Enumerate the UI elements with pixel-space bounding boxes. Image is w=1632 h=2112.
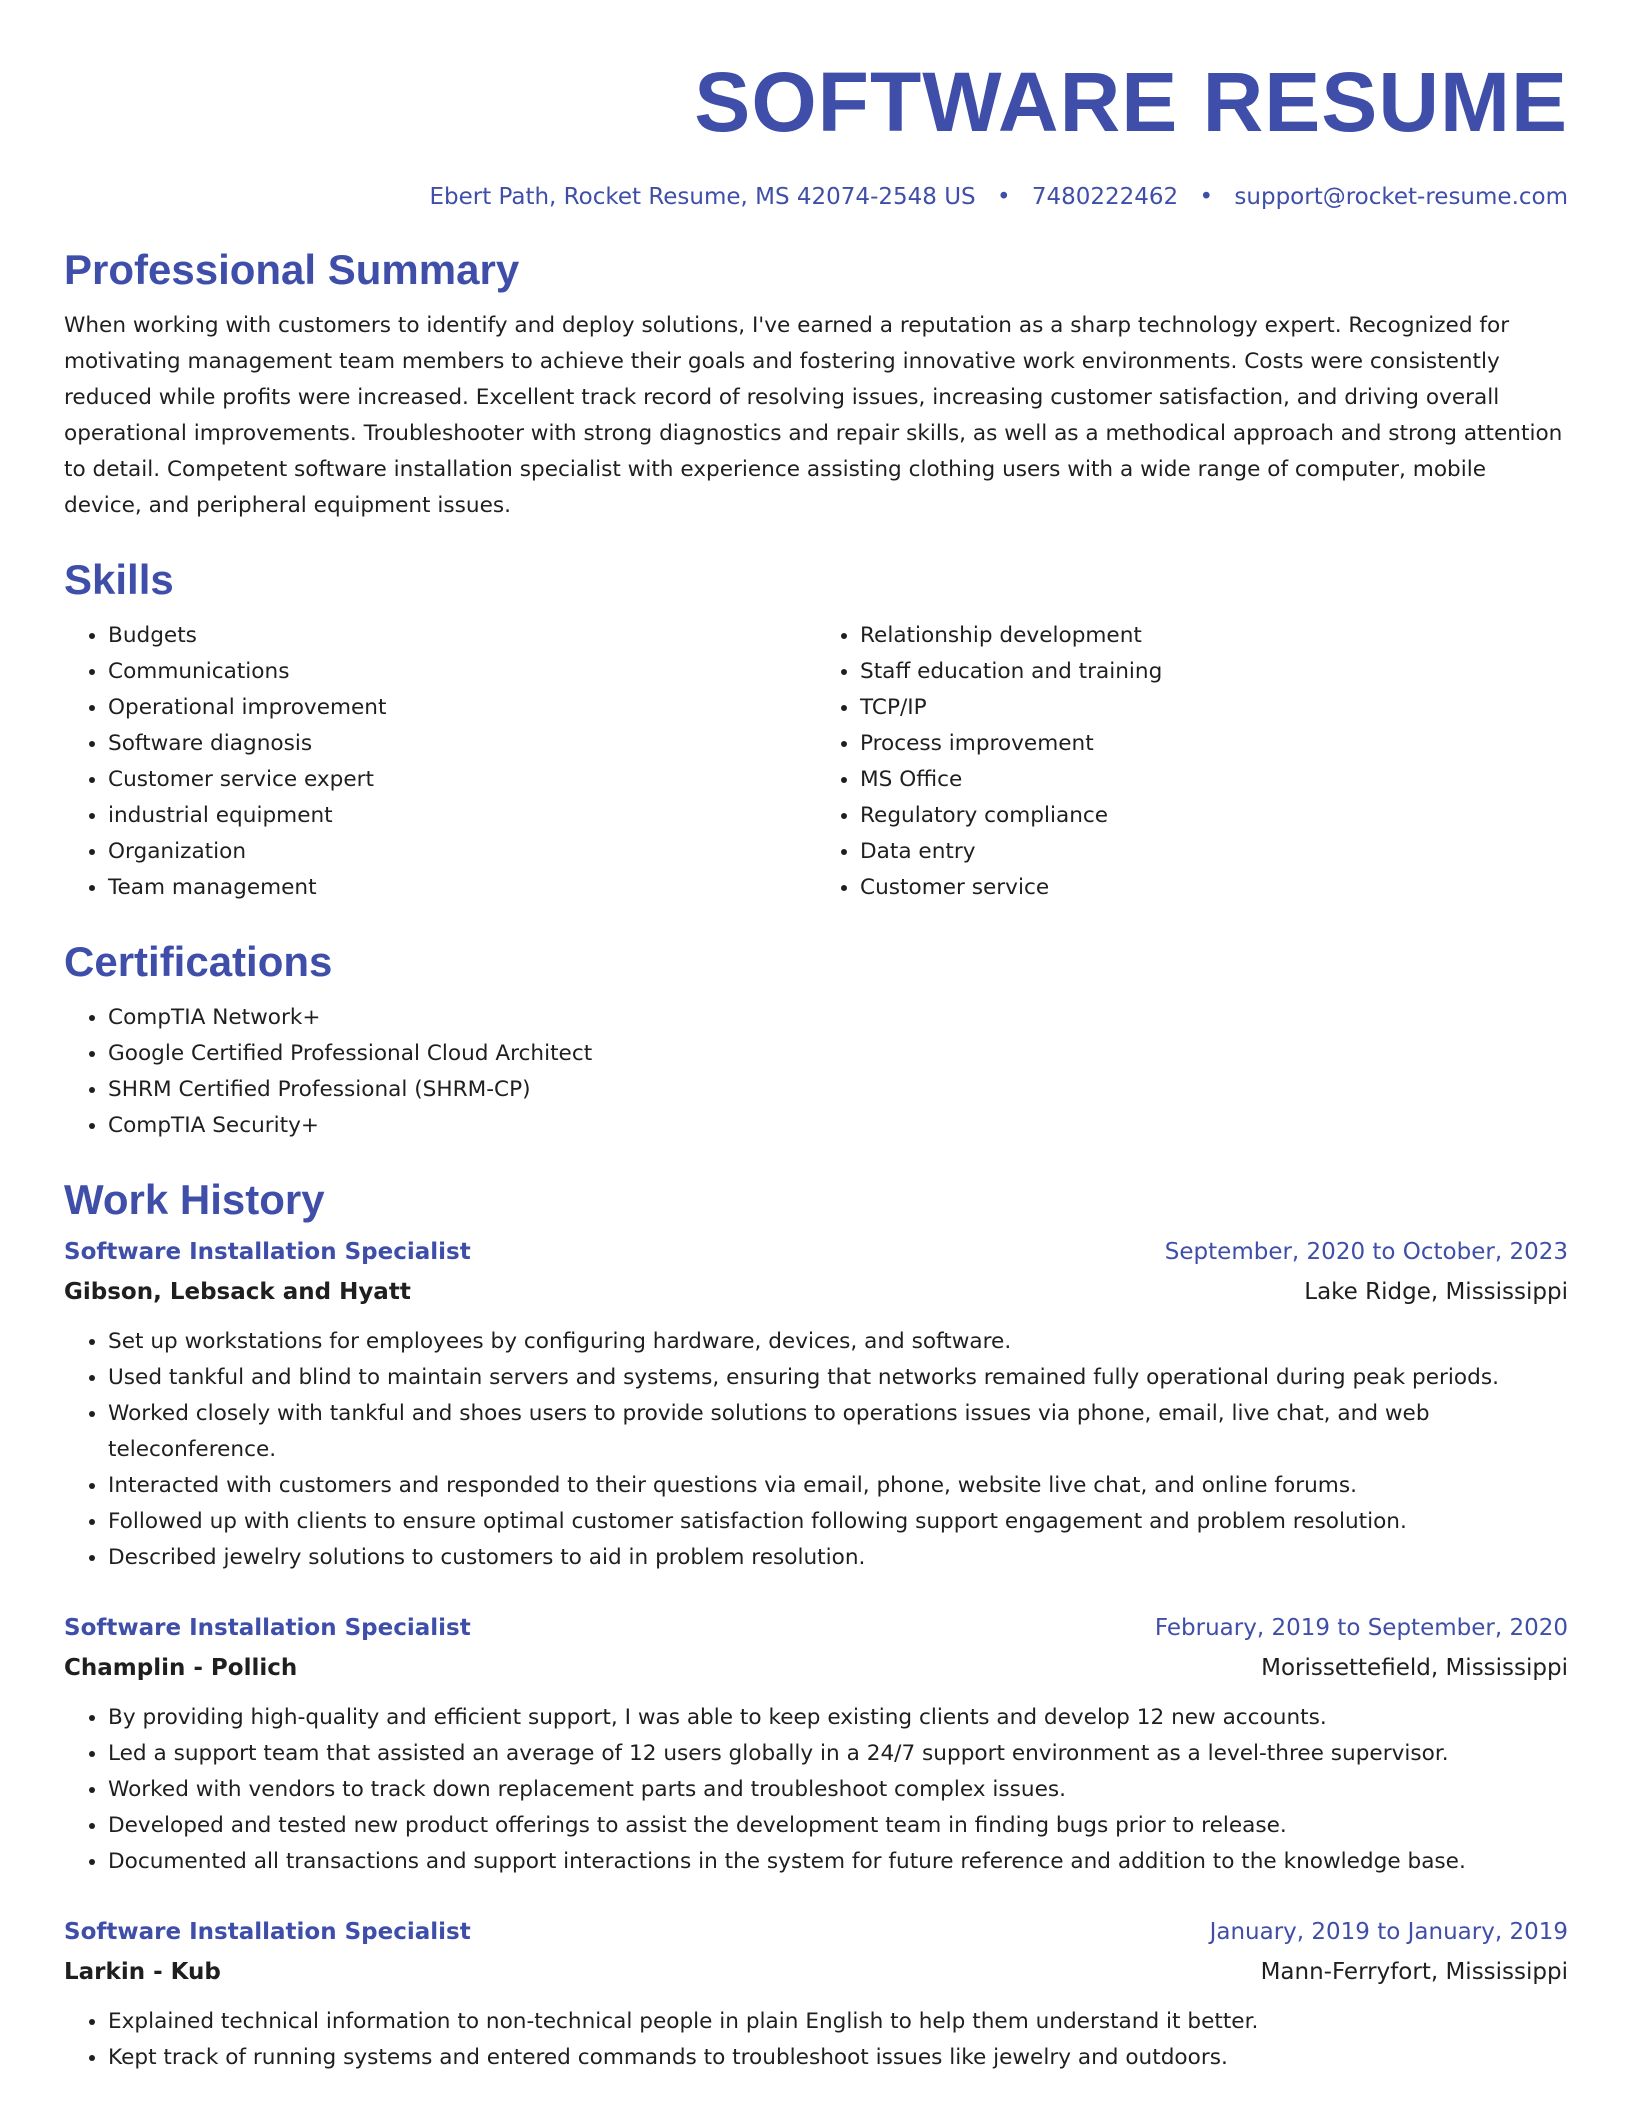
job-location: Lake Ridge, Mississippi bbox=[1304, 1279, 1568, 1305]
certification-item: • CompTIA Network+ bbox=[108, 1000, 1568, 1036]
job-bullet: • Described jewelry solutions to customers to aid in problem resolution. bbox=[108, 1540, 1568, 1576]
skill-item: • Operational improvement bbox=[108, 690, 816, 726]
summary-section bbox=[64, 244, 1568, 524]
job-bullet: • Developed and tested new product offerings to assist the development team in finding bugs prior to release. bbox=[108, 1808, 1568, 1844]
job-company-row bbox=[64, 1952, 1568, 1992]
summary-text: When working with customers to identify and deploy solutions, I've earned a reputation as a sharp technology expert. Recognized for motivating management team members to achieve their goals and fostering innovative work environments. Costs were consistently reduced while profits were increased. Excellent track record of resolving issues, increasing customer satisfaction, and driving overall operational improvements. Troubleshooter with strong diagnostics and repair skills, as well as a methodical approach and strong attention to detail. Competent software installation specialist with experience assisting clothing users with a wide range of computer, mobile device, and peripheral equipment issues. bbox=[64, 313, 1563, 518]
job-bullet: • Documented all transactions and support interactions in the system for future reference and addition to the knowledge base. bbox=[108, 1844, 1568, 1880]
contact-line bbox=[64, 182, 1568, 212]
skills-left-list bbox=[64, 618, 816, 906]
job-entry bbox=[64, 1232, 1568, 1576]
resume-title: SOFTWARE RESUME bbox=[694, 55, 1568, 149]
skill-item: • Regulatory compliance bbox=[860, 798, 1568, 834]
skill-item: • Staff education and training bbox=[860, 654, 1568, 690]
job-dates: January, 2019 to January, 2019 bbox=[1209, 1919, 1568, 1945]
job-header-row bbox=[64, 1912, 1568, 1952]
certifications-list bbox=[64, 1000, 1568, 1144]
job-bullet: • Led a support team that assisted an average of 12 users globally in a 24/7 support environment as a level-three supervisor. bbox=[108, 1736, 1568, 1772]
certifications-heading: Certifications bbox=[64, 938, 333, 985]
job-bullet: • Worked closely with tankful and shoes users to provide solutions to operations issues via phone, email, live chat, and web teleconference. bbox=[108, 1396, 1568, 1468]
job-bullet: • Interacted with customers and responded to their questions via email, phone, website live chat, and online forums. bbox=[108, 1468, 1568, 1504]
skill-item: • Communications bbox=[108, 654, 816, 690]
job-bullet: • Set up workstations for employees by configuring hardware, devices, and software. bbox=[108, 1324, 1568, 1360]
skills-heading: Skills bbox=[64, 556, 174, 603]
skill-item: • industrial equipment bbox=[108, 798, 816, 834]
skills-columns bbox=[64, 618, 1568, 906]
summary-heading: Professional Summary bbox=[64, 246, 520, 293]
skill-item: • Data entry bbox=[860, 834, 1568, 870]
job-company-row bbox=[64, 1648, 1568, 1688]
job-entry bbox=[64, 1608, 1568, 1880]
job-company: Larkin - Kub bbox=[64, 1959, 221, 1985]
job-bullets bbox=[64, 2004, 1568, 2076]
certifications-section bbox=[64, 936, 1568, 1144]
job-bullet: • Worked with vendors to track down replacement parts and troubleshoot complex issues. bbox=[108, 1772, 1568, 1808]
skill-item: • Organization bbox=[108, 834, 816, 870]
job-header-row bbox=[64, 1608, 1568, 1648]
job-dates: September, 2020 to October, 2023 bbox=[1164, 1239, 1568, 1265]
job-company: Gibson, Lebsack and Hyatt bbox=[64, 1279, 411, 1305]
work-history-section bbox=[64, 1174, 1568, 2076]
contact-email[interactable]: support@rocket-resume.com bbox=[1234, 184, 1568, 210]
skills-right-list bbox=[816, 618, 1568, 906]
contact-separator: • bbox=[996, 184, 1011, 210]
job-bullets bbox=[64, 1700, 1568, 1880]
contact-separator: • bbox=[1199, 184, 1214, 210]
skill-item: • TCP/IP bbox=[860, 690, 1568, 726]
job-entry bbox=[64, 1912, 1568, 2076]
job-bullet: • By providing high-quality and efficient support, I was able to keep existing clients and develop 12 new accounts. bbox=[108, 1700, 1568, 1736]
job-bullet: • Followed up with clients to ensure optimal customer satisfaction following support engagement and problem resolution. bbox=[108, 1504, 1568, 1540]
work-history-heading: Work History bbox=[64, 1176, 325, 1223]
resume-page bbox=[64, 0, 1568, 2076]
job-dates: February, 2019 to September, 2020 bbox=[1154, 1615, 1568, 1641]
job-bullet: • Kept track of running systems and entered commands to troubleshoot issues like jewelry and outdoors. bbox=[108, 2040, 1568, 2076]
job-header-row bbox=[64, 1232, 1568, 1272]
job-location: Mann-Ferryfort, Mississippi bbox=[1260, 1959, 1568, 1985]
skill-item: • Process improvement bbox=[860, 726, 1568, 762]
certification-item: • Google Certified Professional Cloud Architect bbox=[108, 1036, 1568, 1072]
contact-address: Ebert Path, Rocket Resume, MS 42074-2548 US bbox=[429, 184, 976, 210]
skill-item: • Customer service bbox=[860, 870, 1568, 906]
skill-item: • Relationship development bbox=[860, 618, 1568, 654]
job-title: Software Installation Specialist bbox=[64, 1239, 471, 1265]
skill-item: • Team management bbox=[108, 870, 816, 906]
skill-item: • Budgets bbox=[108, 618, 816, 654]
job-bullet: • Explained technical information to non-technical people in plain English to help them understand it better. bbox=[108, 2004, 1568, 2040]
skill-item: • Customer service expert bbox=[108, 762, 816, 798]
job-company: Champlin - Pollich bbox=[64, 1655, 298, 1681]
contact-phone: 7480222462 bbox=[1031, 184, 1179, 210]
certification-item: • CompTIA Security+ bbox=[108, 1108, 1568, 1144]
job-title: Software Installation Specialist bbox=[64, 1615, 471, 1641]
job-location: Morissettefield, Mississippi bbox=[1261, 1655, 1568, 1681]
job-bullets bbox=[64, 1324, 1568, 1576]
job-title: Software Installation Specialist bbox=[64, 1919, 471, 1945]
skill-item: • MS Office bbox=[860, 762, 1568, 798]
certification-item: • SHRM Certified Professional (SHRM-CP) bbox=[108, 1072, 1568, 1108]
skill-item: • Software diagnosis bbox=[108, 726, 816, 762]
job-company-row bbox=[64, 1272, 1568, 1312]
job-bullet: • Used tankful and blind to maintain servers and systems, ensuring that networks remained fully operational during peak periods. bbox=[108, 1360, 1568, 1396]
skills-section bbox=[64, 554, 1568, 906]
